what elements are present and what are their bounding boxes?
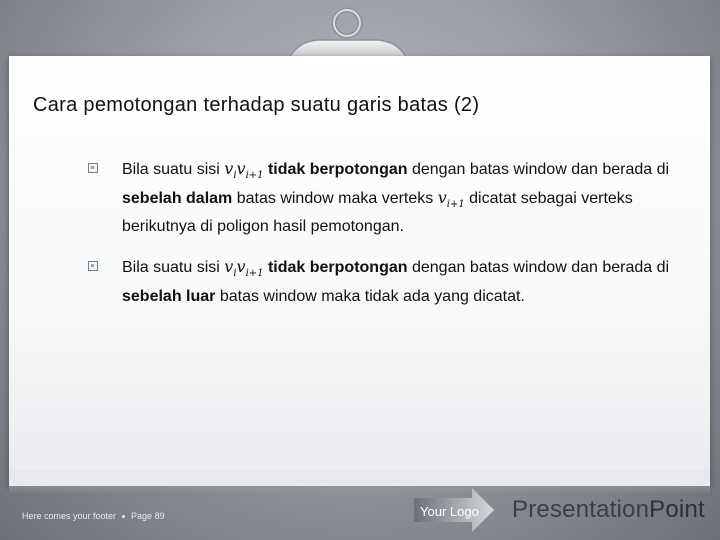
math-subscript: i+1 <box>245 170 264 182</box>
square-bullet-icon <box>88 261 98 271</box>
list-item <box>88 158 678 238</box>
square-bullet-icon <box>88 163 98 173</box>
bold-text: sebelah luar <box>122 287 216 305</box>
math-subscript: i+1 <box>446 199 465 211</box>
math-symbol: v <box>236 257 246 277</box>
text-run: Bila suatu sisi <box>122 161 225 178</box>
list-item <box>88 256 678 307</box>
slide-title: Cara pemotongan terhadap suatu garis batas (2) <box>33 94 480 116</box>
bold-text: tidak berpotongan <box>267 259 408 277</box>
slide-footer <box>22 511 165 521</box>
separator-dot-icon <box>122 515 125 518</box>
math-term <box>224 257 264 280</box>
math-subscript: i <box>233 268 237 280</box>
math-symbol: v <box>236 159 246 178</box>
math-term <box>437 188 465 211</box>
math-subscript: i+1 <box>245 268 264 280</box>
brand-word-2: Point <box>649 496 705 523</box>
paper-curl <box>9 470 710 494</box>
bullet-text <box>122 256 678 307</box>
bullet-text <box>122 158 678 238</box>
page-number: Page 89 <box>131 511 165 521</box>
text-run: batas window maka tidak ada yang dicatat. <box>215 287 525 305</box>
text-run: batas window maka verteks <box>232 190 438 208</box>
math-symbol: v <box>224 257 234 277</box>
footer-text: Here comes your footer <box>22 511 117 521</box>
math-subscript: i <box>233 170 237 182</box>
text-run: Bila suatu sisi <box>122 259 225 277</box>
bold-text: tidak berpotongan <box>267 161 408 178</box>
logo-placeholder: Your Logo <box>420 504 479 519</box>
math-symbol: v <box>437 188 447 208</box>
text-run: dicatat sebagai verteks berikutnya di poligon hasil pemotongan. <box>122 190 633 236</box>
text-run: dengan batas window dan berada di <box>407 161 670 178</box>
text-run: dengan batas window dan berada di <box>407 259 670 277</box>
bullet-list <box>88 158 678 326</box>
math-symbol: v <box>224 159 234 178</box>
bold-text: sebelah dalam <box>122 190 233 208</box>
brand-logo <box>512 496 705 524</box>
brand-word-1: Presentation <box>512 496 650 523</box>
math-term <box>224 159 264 182</box>
